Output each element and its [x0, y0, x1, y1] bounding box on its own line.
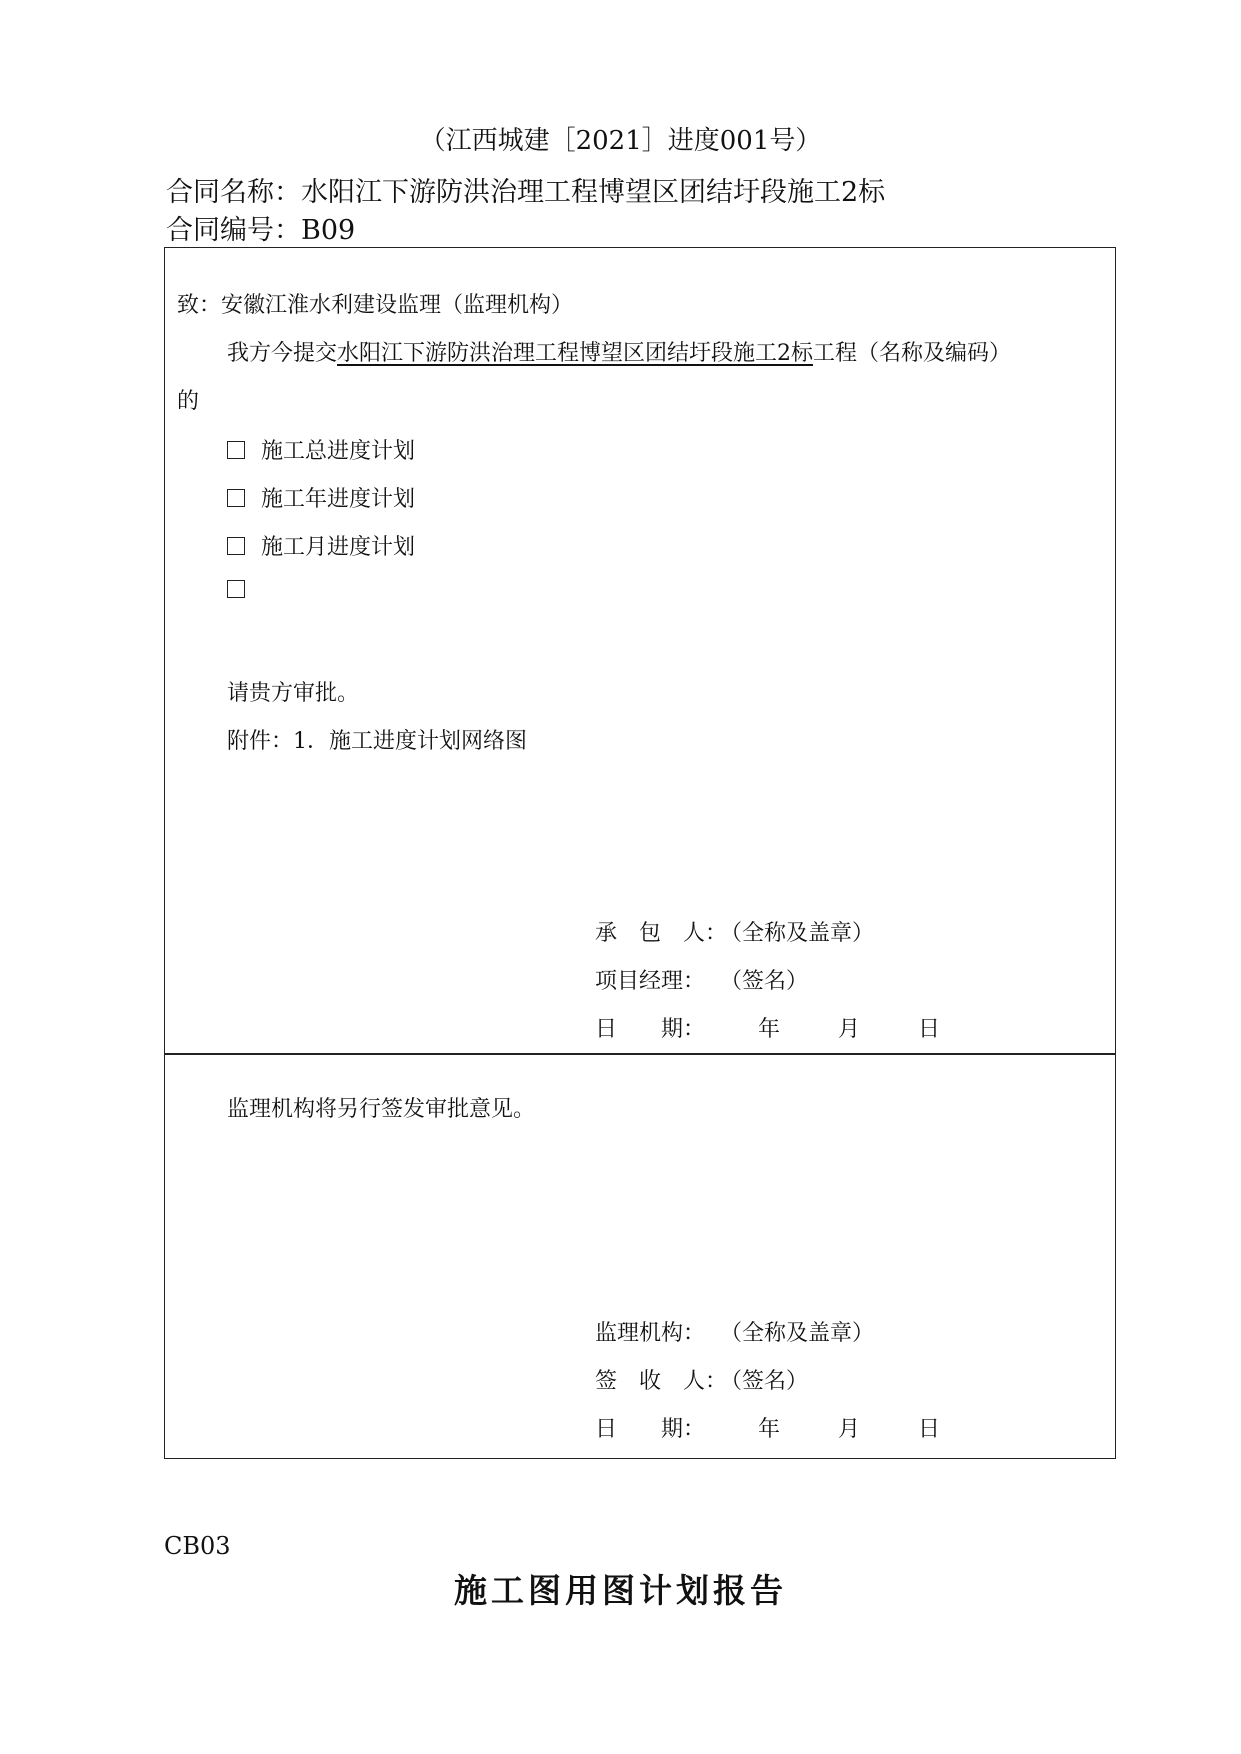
contract-name-line: [166, 170, 885, 209]
date-label: 日 期：: [595, 1017, 706, 1042]
option-label: 施工总进度计划: [261, 439, 416, 464]
checkbox-icon[interactable]: [227, 441, 245, 459]
project-manager-value: （签名）: [720, 969, 809, 994]
project-manager-label: 项目经理：: [595, 969, 706, 994]
submit-prefix: 我方今提交: [227, 341, 338, 366]
receiver-line: [595, 1364, 808, 1395]
year-label: 年: [758, 1417, 781, 1442]
option-label: 施工年进度计划: [261, 487, 416, 512]
contract-name: 水阳江下游防洪治理工程博望区团结圩段施工2标: [301, 177, 886, 208]
receiver-label: 签 收 人：: [595, 1369, 728, 1394]
option-annual-schedule[interactable]: [227, 482, 415, 513]
option-other[interactable]: [227, 578, 261, 603]
day-label: 日: [918, 1417, 941, 1442]
date-line: [595, 1012, 940, 1043]
checkbox-icon[interactable]: [227, 537, 245, 555]
form-code: CB03: [164, 1532, 231, 1560]
date-line: [595, 1412, 940, 1443]
contractor-line: [595, 916, 874, 947]
supervision-agency-line: [595, 1316, 874, 1347]
submission-section: [164, 247, 1116, 1055]
document-number: （江西城建［2021］进度001号）: [419, 126, 822, 156]
submit-line: [227, 336, 1011, 367]
contract-number-label: 合同编号：: [166, 215, 301, 246]
year-label: 年: [758, 1017, 781, 1042]
request-approval: 请贵方审批。: [227, 681, 360, 706]
month-label: 月: [838, 1017, 861, 1042]
submit-project-name: 水阳江下游防洪治理工程博望区团结圩段施工2标: [337, 341, 814, 366]
contract-name-label: 合同名称：: [166, 177, 301, 208]
supervision-opinion: 监理机构将另行签发审批意见。: [227, 1097, 536, 1122]
option-label: 施工月进度计划: [261, 535, 416, 560]
checkbox-icon[interactable]: [227, 580, 245, 598]
option-total-schedule[interactable]: [227, 434, 415, 465]
contractor-value: （全称及盖章）: [720, 921, 875, 946]
supervision-agency-value: （全称及盖章）: [720, 1321, 875, 1346]
date-label: 日 期：: [595, 1417, 706, 1442]
contractor-label: 承 包 人：: [595, 921, 728, 946]
next-form-title: 施工图用图计划报告: [454, 1571, 787, 1610]
checkbox-icon[interactable]: [227, 489, 245, 507]
contract-number-line: [166, 208, 355, 247]
supervision-agency-label: 监理机构：: [595, 1321, 706, 1346]
attachment-line: 附件：1．施工进度计划网络图: [227, 729, 527, 754]
project-manager-line: [595, 964, 808, 995]
day-label: 日: [918, 1017, 941, 1042]
addressee-line: 致：安徽江淮水利建设监理（监理机构）: [177, 293, 574, 318]
month-label: 月: [838, 1417, 861, 1442]
supervision-section: [164, 1053, 1116, 1459]
submit-line-continued: 的: [177, 389, 200, 414]
option-monthly-schedule[interactable]: [227, 530, 415, 561]
contract-number: B09: [301, 215, 356, 246]
receiver-value: （签名）: [720, 1369, 809, 1394]
submit-suffix: 工程（名称及编码）: [813, 341, 1012, 366]
